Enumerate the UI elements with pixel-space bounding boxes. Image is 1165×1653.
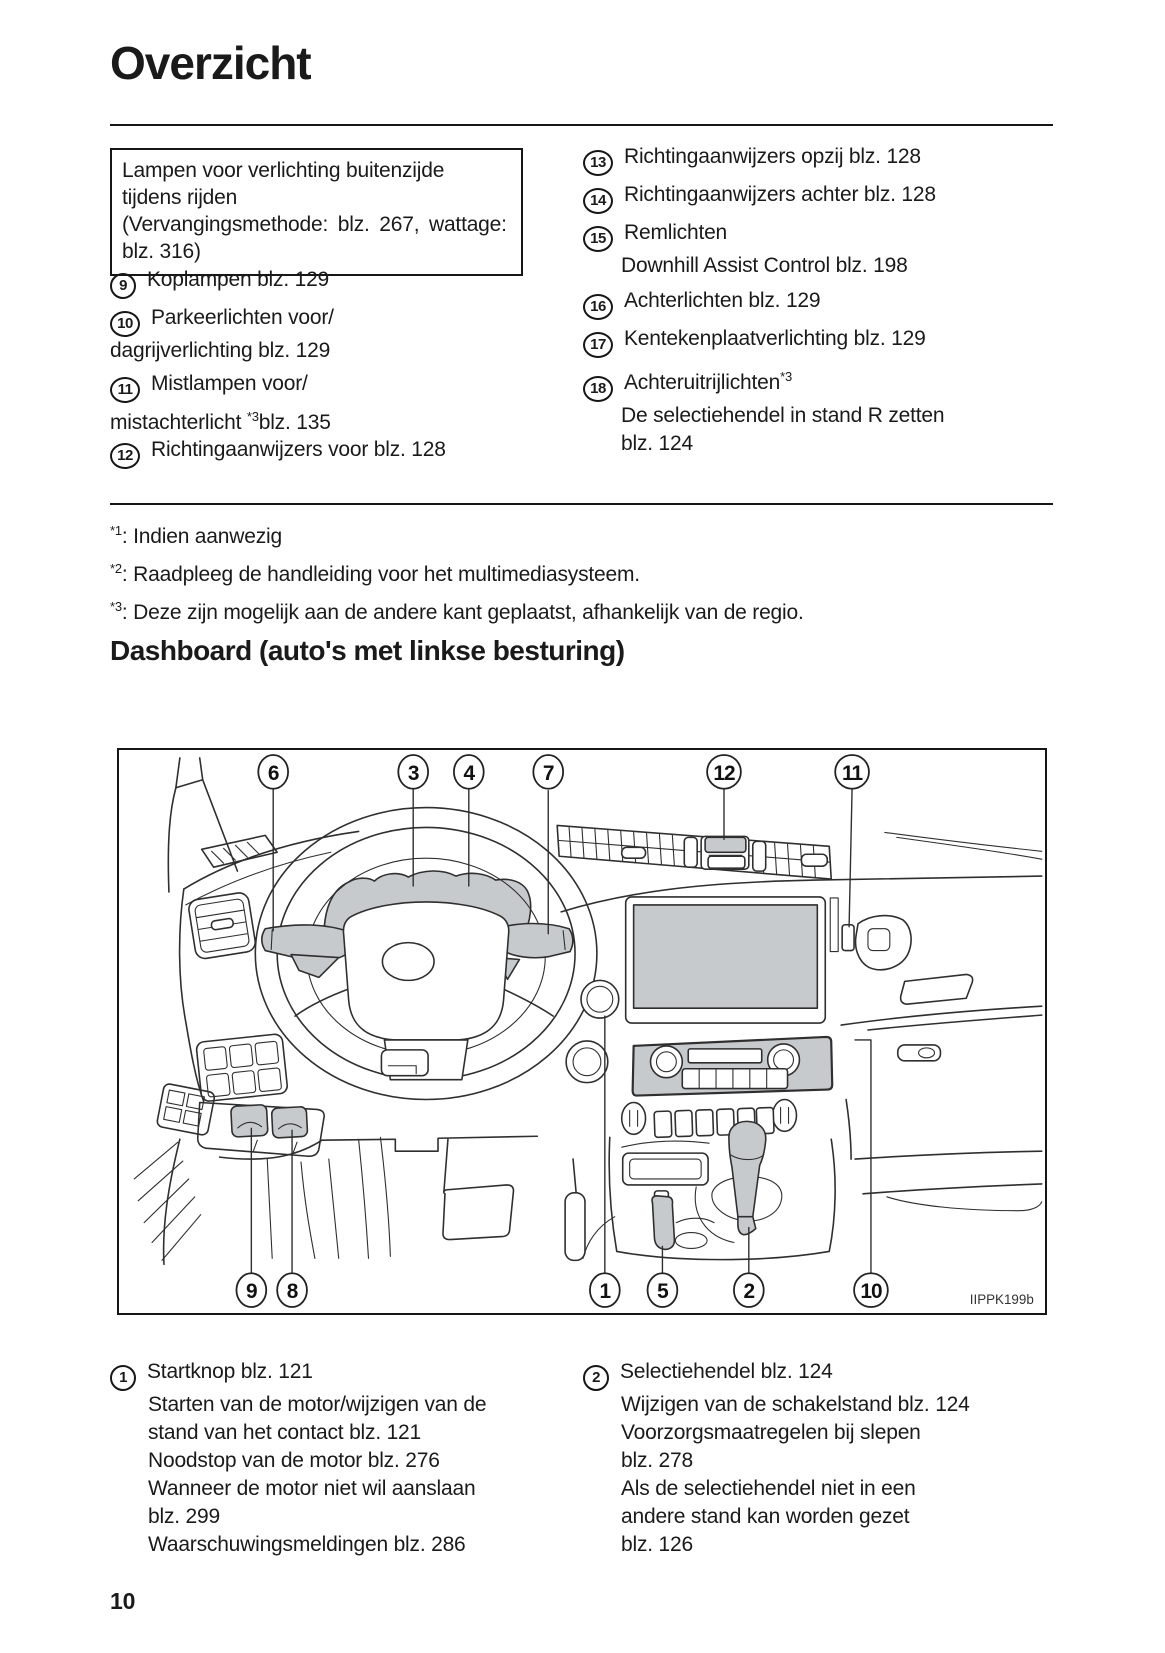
sensor-unit bbox=[705, 837, 746, 852]
footnote-marker: *2 bbox=[110, 561, 122, 576]
item-number-badge: 10 bbox=[110, 311, 140, 337]
callout-leader-lines bbox=[251, 789, 871, 1274]
note-line: Lampen voor verlichting buitenzijde bbox=[122, 159, 445, 182]
footnote-2: $^{*2}$: Raadpleeg de handleiding voor het multimediasysteem. bbox=[110, 561, 640, 586]
svg-text:8: 8 bbox=[286, 1280, 298, 1304]
list-item-10 bbox=[110, 304, 580, 365]
legend-line: Als de selectiehendel niet in een bbox=[621, 1477, 916, 1500]
diagram-callouts-top bbox=[258, 755, 869, 789]
item-number-badge: 9 bbox=[110, 273, 136, 299]
item-number-badge: 17 bbox=[583, 332, 613, 358]
dashboard-line-drawing bbox=[119, 750, 1045, 1313]
svg-text:4: 4 bbox=[463, 761, 475, 785]
legend-line: Wanneer de motor niet wil aanslaan bbox=[148, 1477, 476, 1500]
legend-item-1 bbox=[110, 1358, 575, 1559]
svg-text:2: 2 bbox=[743, 1280, 755, 1304]
item-number-badge: 2 bbox=[583, 1365, 609, 1391]
item-number-badge: 15 bbox=[583, 226, 613, 252]
legend-line: stand van het contact blz. 121 bbox=[148, 1421, 422, 1444]
footnote-marker: *1 bbox=[110, 523, 122, 538]
item-number-badge: 18 bbox=[583, 376, 613, 402]
dashboard-heading: Dashboard (auto's met linkse besturing) bbox=[110, 635, 625, 666]
item-number-badge: 16 bbox=[583, 294, 613, 320]
legend-line: blz. 278 bbox=[621, 1449, 693, 1472]
list-item-12 bbox=[110, 436, 580, 469]
item-label: Richtingaanwijzers achter blz. 128 bbox=[624, 183, 936, 206]
climate-knob-left bbox=[651, 1046, 683, 1078]
page-title: Overzicht bbox=[110, 37, 311, 89]
list-item-18 bbox=[583, 363, 1053, 458]
list-item-15 bbox=[583, 219, 1053, 280]
footnote-ref: *3 bbox=[780, 369, 792, 384]
svg-text:11: 11 bbox=[842, 761, 863, 785]
item-label-cont: dagrijverlichting blz. 129 bbox=[110, 339, 331, 362]
footnote-marker: *3 bbox=[110, 599, 122, 614]
svg-text:3: 3 bbox=[407, 761, 419, 785]
item-number-badge: 12 bbox=[110, 443, 140, 469]
item-number-badge: 13 bbox=[583, 150, 613, 176]
footnote-3: $^{*3}$: Deze zijn mogelijk aan de andere kant geplaatst, afhankelijk van de regio. bbox=[110, 599, 804, 624]
legend-line: Wijzigen van de schakelstand blz. 124 bbox=[621, 1393, 970, 1416]
legend-item-2 bbox=[583, 1358, 1048, 1559]
legend-line: Waarschuwingsmeldingen blz. 286 bbox=[148, 1533, 466, 1556]
touchscreen bbox=[634, 905, 818, 1008]
list-item-9 bbox=[110, 266, 580, 299]
svg-text:1: 1 bbox=[599, 1280, 611, 1304]
footnote-1: $^{*1}$: Indien aanwezig bbox=[110, 523, 282, 548]
legend-title: Selectiehendel blz. 124 bbox=[620, 1360, 833, 1383]
diagram-callouts-bottom bbox=[236, 1273, 887, 1307]
legend-line: andere stand kan worden gezet bbox=[621, 1505, 910, 1528]
item-label: Achteruitrijlichten bbox=[624, 371, 781, 394]
item-label: Parkeerlichten voor/ bbox=[151, 306, 334, 329]
section-divider bbox=[110, 503, 1053, 505]
list-item-17 bbox=[583, 325, 1053, 358]
small-lever bbox=[652, 1196, 674, 1250]
svg-text:7: 7 bbox=[542, 761, 554, 785]
svg-text:12: 12 bbox=[713, 761, 735, 785]
list-item-14 bbox=[583, 181, 1053, 214]
legend-line: blz. 126 bbox=[621, 1533, 693, 1556]
item-sub-label: blz. 124 bbox=[621, 432, 693, 455]
switch-9 bbox=[231, 1105, 268, 1138]
item-number-badge: 11 bbox=[110, 377, 140, 403]
note-line: blz. 316) bbox=[122, 240, 201, 263]
item-label: Remlichten bbox=[624, 221, 728, 244]
item-label: Richtingaanwijzers voor blz. 128 bbox=[151, 438, 446, 461]
svg-text:9: 9 bbox=[246, 1280, 257, 1304]
steering-hub bbox=[343, 902, 508, 1040]
legend-line: Voorzorgsmaatregelen bij slepen bbox=[621, 1421, 921, 1444]
legend-title: Startknop blz. 121 bbox=[147, 1360, 313, 1383]
dashboard-diagram bbox=[117, 748, 1047, 1315]
item-label: Achterlichten blz. 129 bbox=[624, 289, 821, 312]
item-sub-label: De selectiehendel in stand R zetten bbox=[621, 404, 945, 427]
item-label: Mistlampen voor/ bbox=[151, 372, 308, 395]
item-number-badge: 14 bbox=[583, 188, 613, 214]
item-label: Kentekenplaatverlichting blz. 129 bbox=[624, 327, 926, 350]
legend-line: Starten van de motor/wijzigen van de bbox=[148, 1393, 487, 1416]
svg-text:10: 10 bbox=[860, 1280, 882, 1304]
door-switch-panel bbox=[156, 1083, 215, 1136]
top-divider bbox=[110, 124, 1053, 126]
item-label: Richtingaanwijzers opzij blz. 128 bbox=[624, 145, 921, 168]
svg-text:6: 6 bbox=[267, 761, 279, 785]
item-label-cont: mistachterlicht $^{*3}$blz. 135 bbox=[110, 409, 331, 434]
legend-line: Noodstop van de motor blz. 276 bbox=[148, 1449, 440, 1472]
note-line: (Vervangingsmethode: blz. 267, wattage: bbox=[122, 213, 507, 236]
item-number-badge: 1 bbox=[110, 1365, 136, 1391]
diagram-code: IIPPK199b bbox=[969, 1292, 1034, 1308]
list-item-13 bbox=[583, 143, 1053, 176]
item-label: Koplampen blz. 129 bbox=[147, 268, 330, 291]
climate-display bbox=[688, 1049, 761, 1063]
page-number: 10 bbox=[110, 1588, 136, 1614]
svg-text:5: 5 bbox=[657, 1280, 668, 1304]
switch-8 bbox=[271, 1107, 307, 1139]
legend-line: blz. 299 bbox=[148, 1505, 220, 1528]
list-item-11 bbox=[110, 370, 580, 437]
footnote-ref: *3 bbox=[246, 409, 259, 424]
list-item-16 bbox=[583, 287, 1053, 320]
gear-selector bbox=[729, 1121, 766, 1226]
item-sub-label: Downhill Assist Control blz. 198 bbox=[621, 254, 908, 277]
lighting-note-box bbox=[110, 148, 523, 276]
note-line: tijdens rijden bbox=[122, 186, 238, 209]
